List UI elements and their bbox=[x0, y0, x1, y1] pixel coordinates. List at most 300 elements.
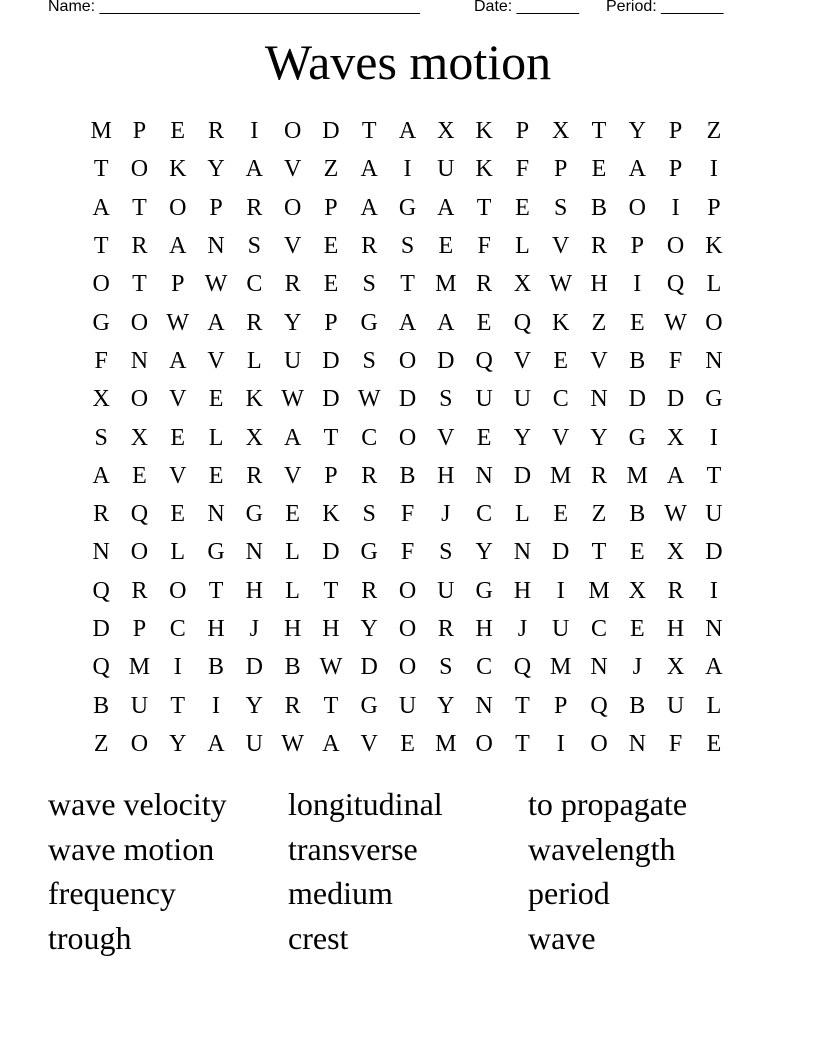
grid-letter: Y bbox=[360, 616, 378, 642]
grid-letter: A bbox=[207, 309, 225, 336]
grid-letter: Q bbox=[513, 309, 532, 336]
grid-letter: Y bbox=[283, 309, 302, 336]
grid-letter: Q bbox=[513, 654, 532, 681]
grid-letter: A bbox=[398, 118, 417, 145]
grid-letter: S bbox=[247, 233, 262, 260]
grid-letter: T bbox=[515, 730, 530, 757]
grid-row bbox=[82, 533, 733, 571]
grid-letter: T bbox=[591, 118, 607, 145]
grid-letter: E bbox=[323, 271, 339, 298]
grid-letter: E bbox=[170, 424, 186, 451]
grid-letter: D bbox=[437, 347, 455, 374]
grid-row bbox=[82, 648, 733, 686]
grid-letter: T bbox=[591, 539, 607, 566]
grid-letter: A bbox=[207, 730, 225, 757]
grid-letter: S bbox=[94, 424, 108, 451]
grid-letter: O bbox=[169, 577, 187, 604]
grid-letter: M bbox=[90, 118, 112, 145]
grid-letter: O bbox=[130, 730, 149, 757]
grid-letter: P bbox=[209, 194, 223, 221]
grid-letter: N bbox=[705, 616, 723, 642]
grid-letter: T bbox=[132, 271, 147, 298]
grid-letter: O bbox=[666, 233, 685, 260]
grid-letter: W bbox=[319, 654, 343, 681]
grid-letter: Q bbox=[92, 654, 110, 681]
grid-letter: V bbox=[169, 386, 187, 413]
grid-letter: U bbox=[513, 386, 532, 413]
grid-letter: V bbox=[360, 730, 378, 757]
grid-letter: A bbox=[628, 156, 646, 183]
grid-letter: R bbox=[131, 577, 148, 604]
grid-letter: C bbox=[476, 654, 493, 681]
grid-row bbox=[82, 150, 733, 188]
grid-letter: E bbox=[476, 424, 492, 451]
grid-letter: D bbox=[322, 539, 340, 566]
grid-row bbox=[82, 610, 733, 648]
grid-letter: N bbox=[207, 501, 225, 528]
grid-letter: J bbox=[632, 654, 642, 681]
grid-letter: R bbox=[361, 462, 378, 489]
grid-letter: N bbox=[475, 462, 493, 489]
grid-letter: A bbox=[283, 424, 302, 451]
grid-letter: R bbox=[591, 233, 608, 260]
grid-letter: G bbox=[207, 539, 225, 566]
grid-letter: Y bbox=[207, 156, 225, 183]
grid-letter: Y bbox=[628, 118, 646, 145]
grid-letter: E bbox=[323, 233, 339, 260]
grid-letter: H bbox=[437, 462, 455, 489]
grid-letter: E bbox=[438, 233, 454, 260]
worksheet-header bbox=[48, 0, 748, 18]
grid-letter: W bbox=[204, 271, 228, 298]
grid-letter: V bbox=[207, 347, 225, 374]
word-list-item: period bbox=[528, 875, 610, 912]
grid-letter: Z bbox=[591, 309, 607, 336]
grid-letter: J bbox=[441, 501, 451, 528]
page-title: Waves motion bbox=[264, 34, 552, 90]
grid-letter: R bbox=[246, 194, 263, 221]
grid-letter: I bbox=[212, 692, 221, 719]
grid-letter: F bbox=[94, 347, 108, 374]
grid-letter: O bbox=[130, 156, 149, 183]
grid-letter: T bbox=[132, 194, 147, 221]
grid-letter: S bbox=[362, 347, 376, 374]
grid-letter: O bbox=[169, 194, 187, 221]
grid-letter: V bbox=[169, 462, 187, 489]
grid-letter: B bbox=[591, 194, 608, 221]
grid-letter: G bbox=[360, 309, 378, 336]
grid-letter: U bbox=[398, 692, 417, 719]
grid-letter: V bbox=[552, 233, 570, 260]
grid-letter: X bbox=[245, 424, 263, 451]
grid-letter: W bbox=[166, 309, 190, 336]
grid-letter: P bbox=[324, 462, 338, 489]
grid-letter: S bbox=[362, 501, 376, 528]
grid-letter: J bbox=[517, 616, 528, 642]
grid-letter: K bbox=[245, 386, 263, 413]
grid-letter: B bbox=[629, 347, 646, 374]
grid-letter: H bbox=[475, 616, 493, 642]
grid-letter: E bbox=[591, 156, 607, 183]
grid-letter: P bbox=[324, 194, 338, 221]
grid-letter: D bbox=[552, 539, 570, 566]
grid-letter: F bbox=[668, 730, 683, 757]
grid-letter: E bbox=[400, 730, 415, 757]
grid-row bbox=[82, 342, 733, 380]
grid-letter: L bbox=[515, 233, 530, 260]
grid-letter: D bbox=[322, 386, 340, 413]
grid-letter: E bbox=[208, 386, 224, 413]
grid-letter: N bbox=[92, 539, 110, 566]
grid-letter: G bbox=[360, 692, 378, 719]
grid-letter: P bbox=[324, 309, 338, 336]
grid-letter: L bbox=[515, 501, 530, 528]
grid-letter: U bbox=[666, 692, 685, 719]
grid-letter: G bbox=[398, 194, 417, 221]
grid-letter: E bbox=[285, 501, 300, 528]
grid-letter: N bbox=[590, 654, 608, 681]
grid-letter: U bbox=[283, 347, 302, 374]
grid-letter: X bbox=[666, 424, 685, 451]
word-list-item: longitudinal bbox=[288, 786, 443, 822]
grid-letter: B bbox=[284, 654, 301, 681]
grid-letter: O bbox=[283, 194, 302, 221]
grid-letter: P bbox=[630, 233, 644, 260]
grid-letter: D bbox=[513, 462, 532, 489]
grid-letter: A bbox=[169, 233, 187, 260]
grid-letter: N bbox=[628, 730, 646, 757]
word-list-item: wave motion bbox=[48, 830, 215, 867]
grid-letter: H bbox=[590, 271, 608, 298]
grid-letter: H bbox=[245, 577, 263, 604]
grid-letter: Q bbox=[475, 347, 493, 374]
grid-letter: N bbox=[513, 539, 532, 566]
period-field: Period: _______ bbox=[606, 0, 724, 15]
grid-letter: M bbox=[435, 271, 457, 298]
word-list-item: wave bbox=[528, 920, 596, 957]
grid-letter: V bbox=[283, 156, 302, 183]
grid-letter: G bbox=[705, 386, 723, 413]
grid-row bbox=[82, 112, 733, 150]
grid-letter: U bbox=[245, 730, 263, 757]
grid-letter: X bbox=[666, 539, 685, 566]
grid-letter: M bbox=[626, 462, 648, 489]
grid-letter: Y bbox=[475, 539, 493, 566]
word-list bbox=[48, 782, 768, 961]
grid-letter: N bbox=[245, 539, 263, 566]
grid-letter: L bbox=[208, 424, 224, 451]
grid-letter: Z bbox=[591, 501, 607, 528]
grid-letter: C bbox=[361, 424, 378, 451]
grid-letter: A bbox=[360, 194, 378, 221]
grid-letter: S bbox=[400, 233, 415, 260]
grid-letter: A bbox=[245, 156, 263, 183]
grid-row bbox=[82, 303, 733, 341]
grid-letter: I bbox=[403, 156, 412, 183]
grid-letter: F bbox=[400, 539, 415, 566]
grid-letter: F bbox=[668, 347, 683, 374]
grid-letter: C bbox=[476, 501, 493, 528]
grid-letter: O bbox=[283, 118, 302, 145]
grid-letter: C bbox=[169, 616, 186, 642]
grid-letter: X bbox=[92, 386, 110, 413]
grid-letter: K bbox=[705, 233, 723, 260]
grid-letter: B bbox=[399, 462, 416, 489]
grid-letter: V bbox=[552, 424, 570, 451]
grid-letter: Q bbox=[130, 501, 149, 528]
grid-letter: E bbox=[208, 462, 224, 489]
grid-letter: G bbox=[628, 424, 646, 451]
grid-letter: R bbox=[246, 462, 263, 489]
grid-letter: A bbox=[398, 309, 417, 336]
grid-letter: W bbox=[281, 730, 304, 757]
grid-letter: E bbox=[629, 309, 645, 336]
grid-letter: H bbox=[322, 616, 340, 642]
grid-letter: T bbox=[400, 271, 415, 298]
grid-row bbox=[82, 686, 733, 724]
grid-letter: S bbox=[362, 271, 376, 298]
grid-row bbox=[82, 725, 733, 763]
grid-letter: H bbox=[666, 616, 685, 642]
grid-letter: G bbox=[360, 539, 378, 566]
grid-letter: S bbox=[439, 386, 453, 413]
grid-letter: Y bbox=[437, 692, 455, 719]
grid-letter: N bbox=[130, 347, 149, 374]
grid-letter: L bbox=[170, 539, 186, 566]
grid-letter: K bbox=[475, 118, 493, 145]
grid-letter: L bbox=[706, 271, 722, 298]
grid-letter: C bbox=[246, 271, 263, 298]
grid-letter: R bbox=[437, 616, 454, 642]
grid-letter: N bbox=[475, 692, 493, 719]
grid-letter: R bbox=[476, 271, 493, 298]
grid-letter: O bbox=[628, 194, 646, 221]
grid-letter: O bbox=[475, 730, 493, 757]
grid-letter: L bbox=[285, 539, 300, 566]
grid-row bbox=[82, 227, 733, 265]
grid-letter: S bbox=[439, 654, 453, 681]
grid-letter: S bbox=[439, 539, 453, 566]
grid-letter: Q bbox=[666, 271, 685, 298]
grid-letter: U bbox=[437, 156, 455, 183]
grid-letter: Z bbox=[706, 118, 722, 145]
grid-letter: I bbox=[671, 194, 680, 221]
grid-letter: V bbox=[437, 424, 455, 451]
letter-grid bbox=[82, 112, 733, 763]
grid-letter: X bbox=[628, 577, 646, 604]
grid-letter: J bbox=[249, 616, 259, 642]
grid-letter: E bbox=[553, 347, 569, 374]
grid-letter: V bbox=[283, 462, 302, 489]
grid-letter: X bbox=[130, 424, 149, 451]
grid-letter: P bbox=[171, 271, 185, 298]
grid-letter: I bbox=[709, 577, 718, 604]
grid-letter: O bbox=[398, 347, 417, 374]
grid-letter: O bbox=[398, 654, 417, 681]
grid-letter: R bbox=[284, 271, 301, 298]
grid-letter: A bbox=[92, 194, 110, 221]
grid-letter: Q bbox=[92, 577, 110, 604]
grid-letter: R bbox=[131, 233, 148, 260]
grid-letter: H bbox=[513, 577, 532, 604]
grid-letter: E bbox=[629, 616, 645, 642]
grid-letter: B bbox=[629, 692, 646, 719]
word-list-item: transverse bbox=[288, 830, 418, 867]
grid-row bbox=[82, 265, 733, 303]
grid-letter: A bbox=[437, 309, 455, 336]
grid-letter: R bbox=[246, 309, 263, 336]
grid-letter: L bbox=[285, 577, 300, 604]
grid-letter: P bbox=[668, 118, 683, 145]
grid-letter: W bbox=[549, 271, 573, 298]
grid-letter: E bbox=[706, 730, 722, 757]
grid-letter: E bbox=[132, 462, 147, 489]
grid-letter: N bbox=[590, 386, 608, 413]
grid-letter: A bbox=[666, 462, 685, 489]
word-list-item: medium bbox=[288, 875, 393, 912]
grid-letter: O bbox=[130, 539, 149, 566]
grid-letter: A bbox=[322, 730, 340, 757]
grid-letter: N bbox=[705, 347, 723, 374]
grid-letter: T bbox=[170, 692, 186, 719]
grid-letter: A bbox=[705, 654, 723, 681]
grid-letter: H bbox=[207, 616, 225, 642]
word-list-item: wave velocity bbox=[48, 786, 227, 822]
grid-letter: D bbox=[322, 118, 340, 145]
grid-letter: V bbox=[590, 347, 608, 374]
grid-letter: K bbox=[169, 156, 187, 183]
grid-letter: D bbox=[322, 347, 340, 374]
grid-letter: W bbox=[664, 501, 687, 528]
grid-letter: G bbox=[92, 309, 110, 336]
grid-letter: G bbox=[475, 577, 493, 604]
grid-letter: T bbox=[323, 577, 339, 604]
grid-letter: U bbox=[475, 386, 493, 413]
grid-letter: F bbox=[477, 233, 491, 260]
grid-letter: P bbox=[554, 156, 568, 183]
grid-letter: H bbox=[283, 616, 302, 642]
grid-letter: A bbox=[437, 194, 455, 221]
grid-letter: V bbox=[513, 347, 532, 374]
grid-letter: T bbox=[208, 577, 224, 604]
grid-letter: E bbox=[629, 539, 645, 566]
grid-letter: T bbox=[706, 462, 722, 489]
grid-letter: B bbox=[629, 501, 646, 528]
grid-letter: R bbox=[667, 577, 684, 604]
grid-letter: M bbox=[435, 730, 457, 757]
grid-letter: R bbox=[284, 692, 301, 719]
grid-letter: T bbox=[515, 692, 530, 719]
grid-letter: K bbox=[475, 156, 493, 183]
grid-letter: D bbox=[398, 386, 417, 413]
grid-letter: I bbox=[250, 118, 259, 145]
grid-letter: T bbox=[476, 194, 492, 221]
grid-letter: Z bbox=[323, 156, 339, 183]
grid-letter: P bbox=[668, 156, 683, 183]
grid-letter: C bbox=[591, 616, 608, 642]
grid-letter: M bbox=[128, 654, 151, 681]
grid-letter: A bbox=[92, 462, 110, 489]
grid-letter: N bbox=[207, 233, 225, 260]
grid-letter: I bbox=[173, 654, 182, 681]
name-field: Name: ____________________________________ bbox=[48, 0, 420, 15]
grid-letter: R bbox=[93, 501, 110, 528]
grid-letter: O bbox=[130, 309, 149, 336]
grid-letter: Z bbox=[93, 730, 109, 757]
grid-row bbox=[82, 457, 733, 495]
grid-row bbox=[82, 418, 733, 456]
grid-letter: F bbox=[515, 156, 530, 183]
grid-letter: V bbox=[283, 233, 302, 260]
grid-letter: D bbox=[666, 386, 685, 413]
grid-letter: I bbox=[709, 424, 718, 451]
grid-letter: X bbox=[666, 654, 685, 681]
word-list-item: to propagate bbox=[528, 786, 688, 822]
grid-letter: E bbox=[553, 501, 569, 528]
grid-letter: U bbox=[552, 616, 570, 642]
grid-letter: U bbox=[130, 692, 149, 719]
grid-letter: Q bbox=[590, 692, 608, 719]
word-list-item: crest bbox=[288, 920, 349, 957]
grid-letter: I bbox=[633, 271, 642, 298]
grid-letter: S bbox=[554, 194, 568, 221]
grid-letter: P bbox=[132, 616, 147, 642]
grid-letter: K bbox=[552, 309, 570, 336]
grid-letter: I bbox=[709, 156, 718, 183]
grid-letter: O bbox=[398, 616, 417, 642]
grid-letter: T bbox=[323, 692, 339, 719]
grid-letter: A bbox=[169, 347, 187, 374]
grid-letter: T bbox=[361, 118, 377, 145]
grid-letter: D bbox=[92, 616, 110, 642]
word-list-item: frequency bbox=[48, 875, 176, 912]
grid-letter: Y bbox=[513, 424, 532, 451]
grid-row bbox=[82, 380, 733, 418]
date-field: Date: _______ bbox=[474, 0, 579, 15]
grid-letter: T bbox=[93, 233, 109, 260]
grid-letter: P bbox=[707, 194, 721, 221]
grid-row bbox=[82, 189, 733, 227]
grid-letter: R bbox=[591, 462, 608, 489]
grid-letter: E bbox=[515, 194, 530, 221]
grid-letter: E bbox=[170, 118, 186, 145]
grid-letter: L bbox=[247, 347, 262, 374]
grid-letter: D bbox=[705, 539, 723, 566]
word-list-item: wavelength bbox=[528, 830, 676, 867]
grid-letter: R bbox=[361, 577, 378, 604]
word-list-item: trough bbox=[48, 920, 132, 957]
grid-letter: M bbox=[550, 462, 572, 489]
grid-letter: O bbox=[398, 577, 417, 604]
grid-letter: O bbox=[590, 730, 608, 757]
grid-letter: R bbox=[361, 233, 378, 260]
grid-letter: U bbox=[705, 501, 723, 528]
grid-row bbox=[82, 495, 733, 533]
grid-row bbox=[82, 572, 733, 610]
grid-letter: O bbox=[705, 309, 723, 336]
grid-letter: D bbox=[628, 386, 646, 413]
grid-letter: X bbox=[513, 271, 532, 298]
grid-letter: X bbox=[437, 118, 455, 145]
grid-letter: T bbox=[93, 156, 109, 183]
grid-letter: W bbox=[281, 386, 304, 413]
grid-letter: Y bbox=[169, 730, 187, 757]
grid-letter: L bbox=[706, 692, 722, 719]
grid-letter: P bbox=[554, 692, 568, 719]
grid-letter: F bbox=[400, 501, 415, 528]
grid-letter: M bbox=[588, 577, 610, 604]
grid-letter: A bbox=[360, 156, 378, 183]
